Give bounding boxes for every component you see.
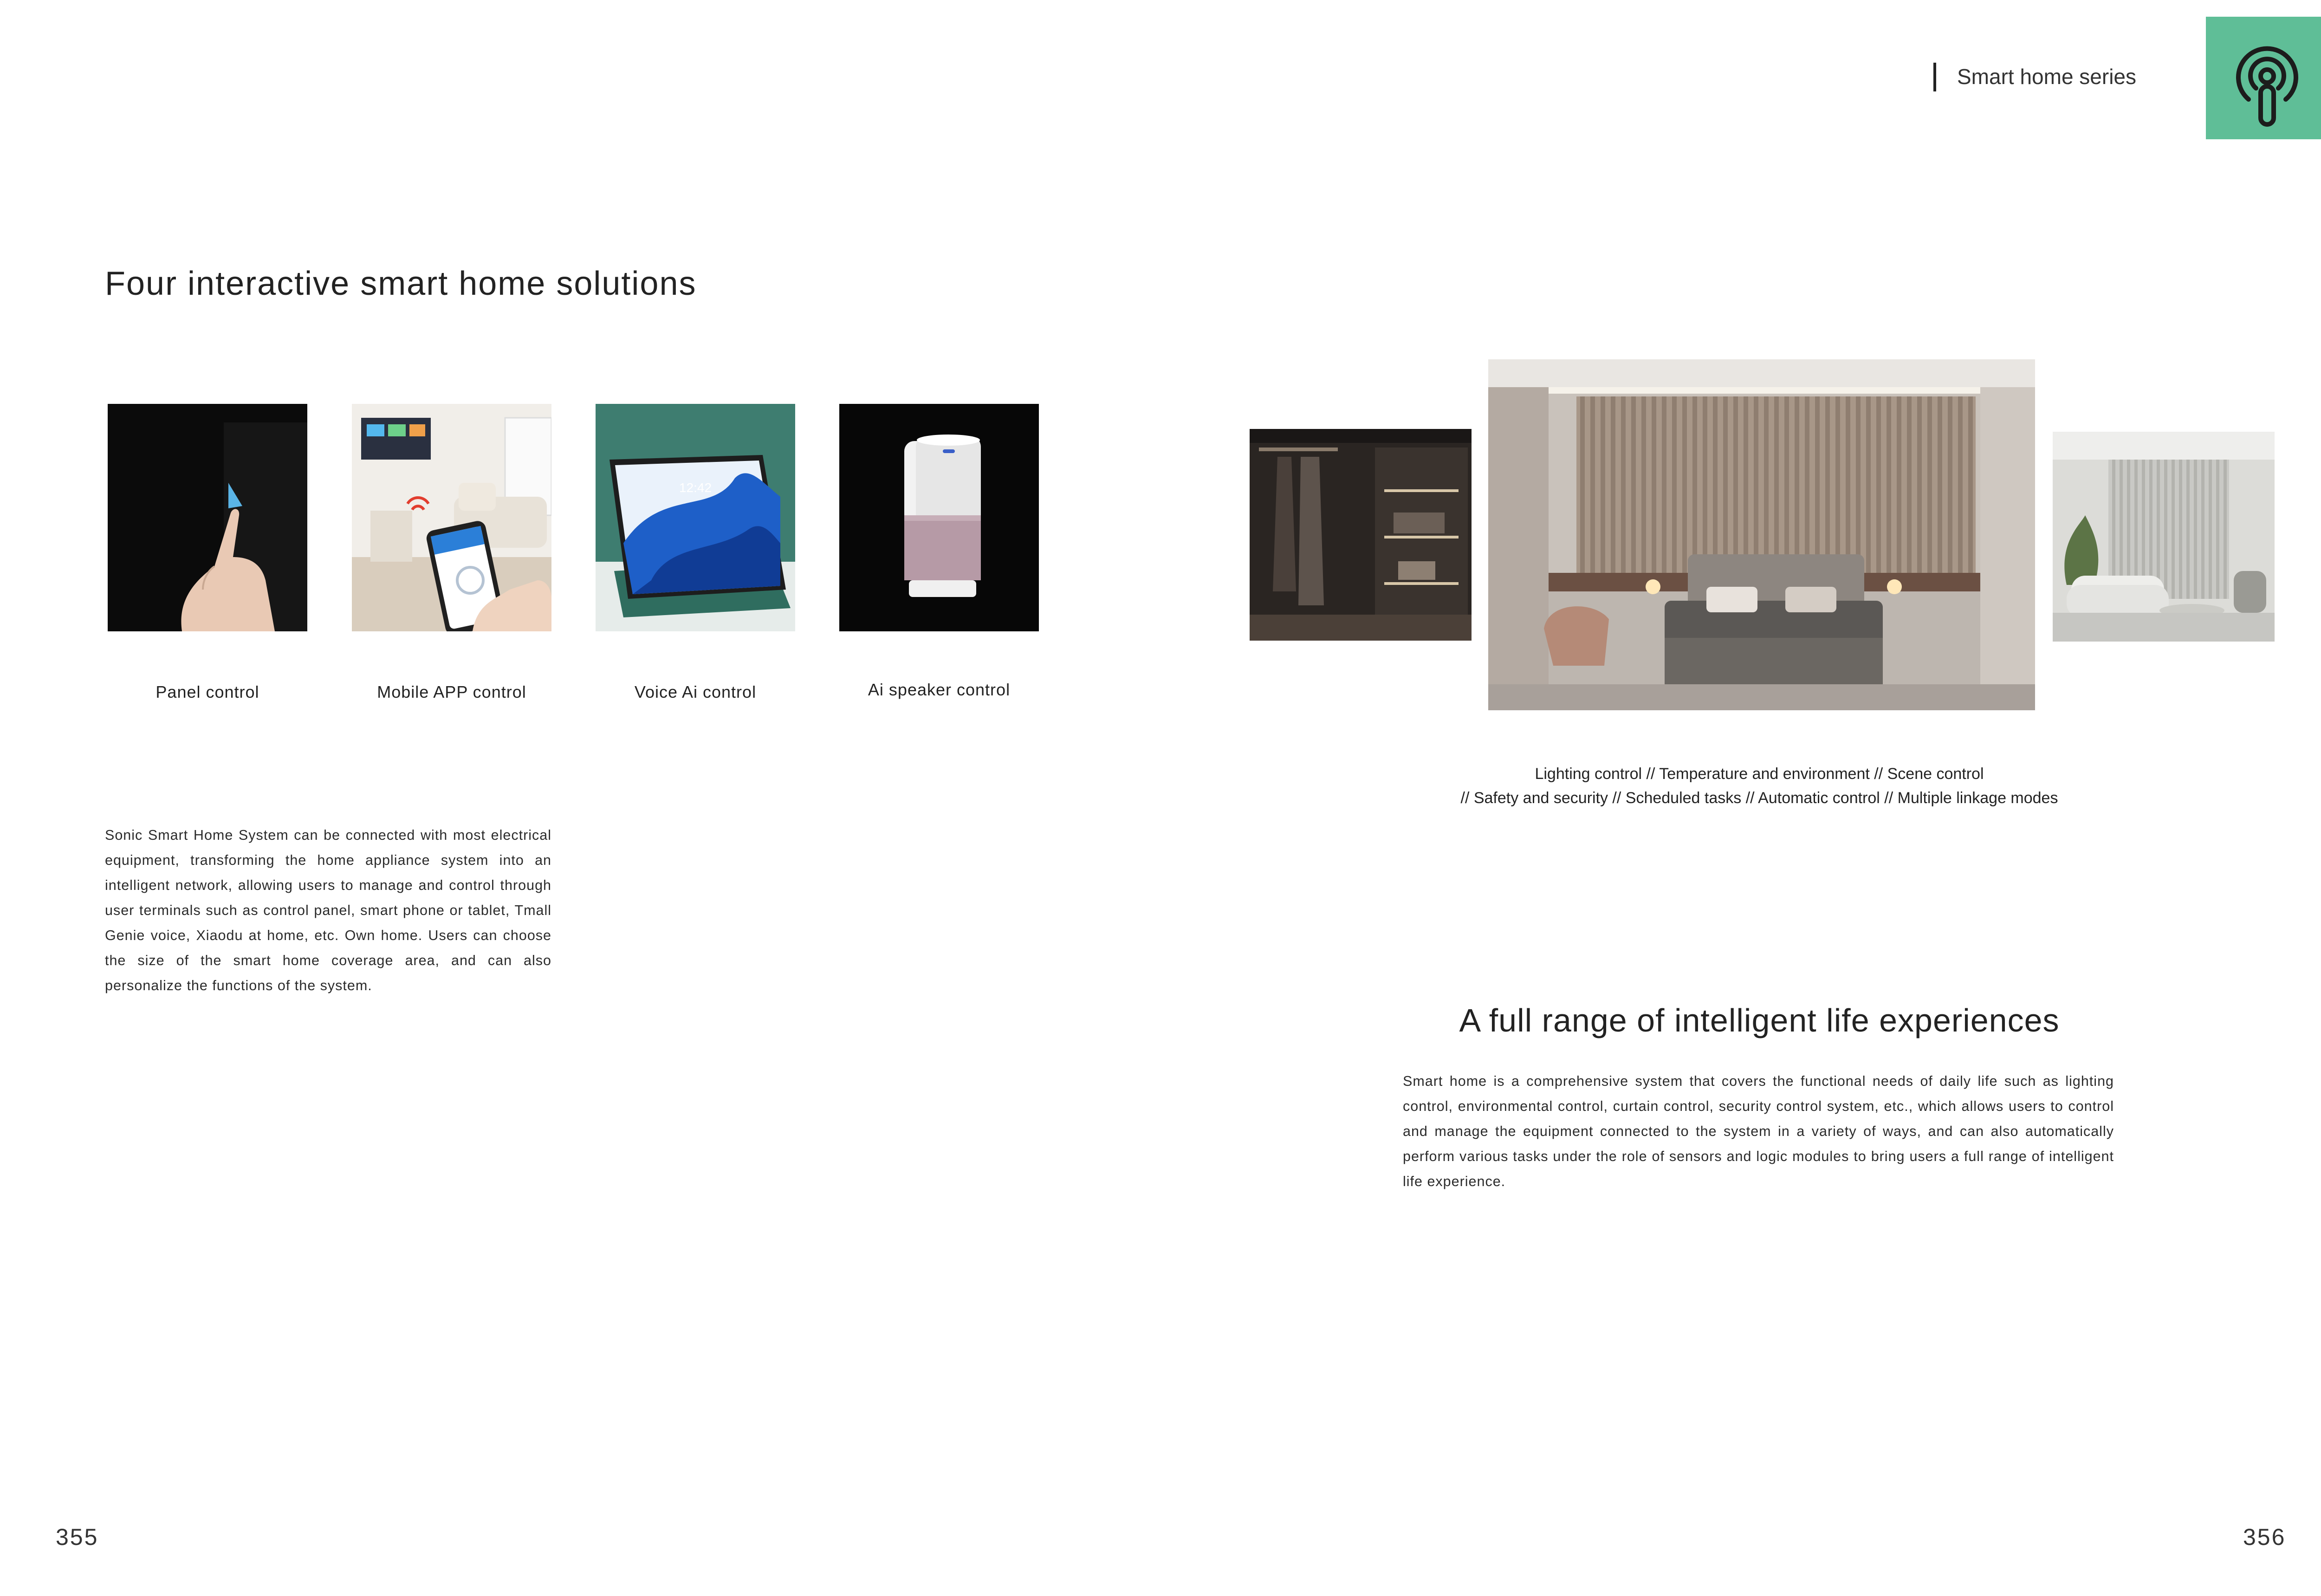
left-page-title: Four interactive smart home solutions xyxy=(105,265,697,302)
ai-speaker-control-image xyxy=(839,404,1039,631)
features-line-2: // Safety and security // Scheduled tasks // Automatic control // Multiple linkage modes xyxy=(1460,789,2058,807)
series-divider xyxy=(1933,63,1936,91)
page-number-left: 355 xyxy=(56,1524,99,1550)
panel-control-caption: Panel control xyxy=(156,682,259,701)
left-description: Sonic Smart Home System can be connected with most electrical equipment, transforming the home appliance system into an intelligent network, allowing users to manage and control through user terminals such as control panel, smart phone or tablet, Tmall Genie voice, Xiaodu at home, etc. Own home. Users can choose the size of the smart home coverage area, and can also personalize the functions of the system. xyxy=(105,827,551,993)
panel-control-image xyxy=(108,404,307,631)
voice-ai-control-image xyxy=(596,404,795,631)
mobile-app-control-image xyxy=(352,404,551,631)
svg-text:12:42: 12:42 xyxy=(679,480,712,495)
ai-speaker-control-caption: Ai speaker control xyxy=(868,680,1011,699)
right-page-title: A full range of intelligent life experiences xyxy=(1459,1002,2060,1038)
mobile-app-control-caption: Mobile APP control xyxy=(377,682,526,701)
page-number-right: 356 xyxy=(2243,1524,2286,1550)
living-room-photo xyxy=(2053,432,2275,642)
features-line-1: Lighting control // Temperature and environment // Scene control xyxy=(1535,765,1984,783)
wardrobe-photo xyxy=(1250,429,1472,641)
bedroom-photo xyxy=(1488,359,2035,710)
series-badge xyxy=(2206,17,2321,139)
right-description: Smart home is a comprehensive system that covers the functional needs of daily life such as lighting control, environmental control, curtain control, security control system, etc., which allows users to control and manage the equipment connected to the system in a variety of ways, and can also automatically perform various tasks under the role of sensors and logic modules to bring users a full range of intelligent life experience. xyxy=(1403,1073,2114,1189)
series-label: Smart home series xyxy=(1957,65,2137,89)
voice-ai-control-caption: Voice Ai control xyxy=(634,682,757,701)
podcast-microphone-icon xyxy=(2206,17,2321,139)
